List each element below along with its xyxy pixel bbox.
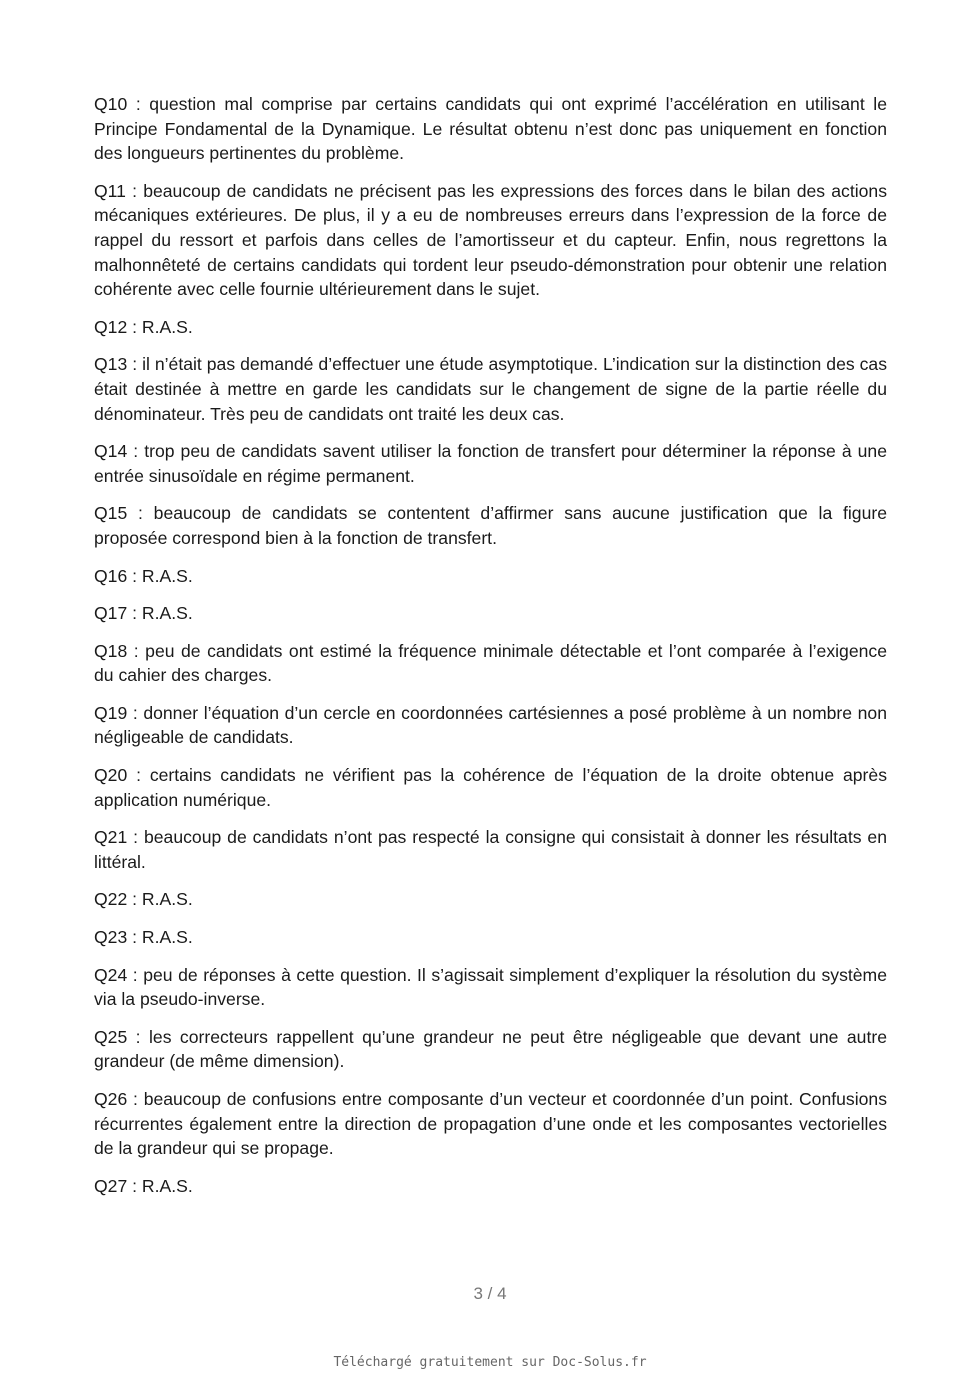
remark-q24: Q24 : peu de réponses à cette question. Il s’agissait simplement d’expliquer la résolution du système via la pseudo-inverse.	[94, 964, 887, 1010]
remark-q21: Q21 : beaucoup de candidats n’ont pas respecté la consigne qui consistait à donner les résultats en littéral.	[94, 827, 887, 872]
download-footer: Téléchargé gratuitement sur Doc-Solus.fr	[333, 1355, 647, 1370]
remark-q26: Q26 : beaucoup de confusions entre composante d’un vecteur et coordonnée d’un point. Confusions récurrentes également entre la direction de propagation d’une onde et les composantes vectorielles de la grandeur qui se propage.	[94, 1089, 887, 1159]
remark-q14: Q14 : trop peu de candidats savent utiliser la fonction de transfert pour déterminer la réponse à une entrée sinusoïdale en régime permanent.	[94, 441, 887, 486]
remark-q27: Q27 : R.A.S.	[94, 1175, 193, 1196]
remark-q19: Q19 : donner l’équation d’un cercle en coordonnées cartésiennes a posé problème à un nombre non négligeable de candidats.	[94, 702, 887, 748]
report-body	[94, 92, 887, 1211]
remark-q17: Q17 : R.A.S.	[94, 603, 193, 624]
remark-q13: Q13 : il n’était pas demandé d’effectuer une étude asymptotique. L’indication sur la distinction des cas était destinée à mettre en garde les candidats sur le changement de signe de la partie réelle du dénominateur. Très peu de candidats ont traité les deux cas.	[94, 354, 887, 424]
remark-q18: Q18 : peu de candidats ont estimé la fréquence minimale détectable et l’ont comparée à l’exigence du cahier des charges.	[94, 640, 887, 686]
remark-q22: Q22 : R.A.S.	[94, 889, 193, 910]
remark-q15: Q15 : beaucoup de candidats se contentent d’affirmer sans aucune justification que la figure proposée correspond bien à la fonction de transfert.	[94, 503, 887, 548]
remark-q23: Q23 : R.A.S.	[94, 927, 193, 948]
remark-q20: Q20 : certains candidats ne vérifient pas la cohérence de l’équation de la droite obtenue après application numérique.	[94, 765, 887, 810]
remark-q11: Q11 : beaucoup de candidats ne précisent pas les expressions des forces dans le bilan des actions mécaniques extérieures. De plus, il y a eu de nombreuses erreurs dans l’expression de la force de rappel du ressort et parfois dans celles de l’amortisseur et du capteur. Enfin, nous regrettons la malhonnêteté de certains candidats qui tordent leur pseudo-démonstration pour obtenir une relation cohérente avec celle fournie ultérieurement dans le sujet.	[94, 180, 887, 300]
remark-q25: Q25 : les correcteurs rappellent qu’une grandeur ne peut être négligeable que devant une autre grandeur (de même dimension).	[94, 1026, 887, 1072]
remark-q16: Q16 : R.A.S.	[94, 565, 193, 586]
remark-q10: Q10 : question mal comprise par certains candidats qui ont exprimé l’accélération en utilisant le Principe Fondamental de la Dynamique. Le résultat obtenu n’est donc pas uniquement en fonction des longueurs pertinentes du problème.	[94, 94, 887, 164]
remark-q12: Q12 : R.A.S.	[94, 316, 193, 337]
page-number: 3 / 4	[473, 1284, 507, 1303]
